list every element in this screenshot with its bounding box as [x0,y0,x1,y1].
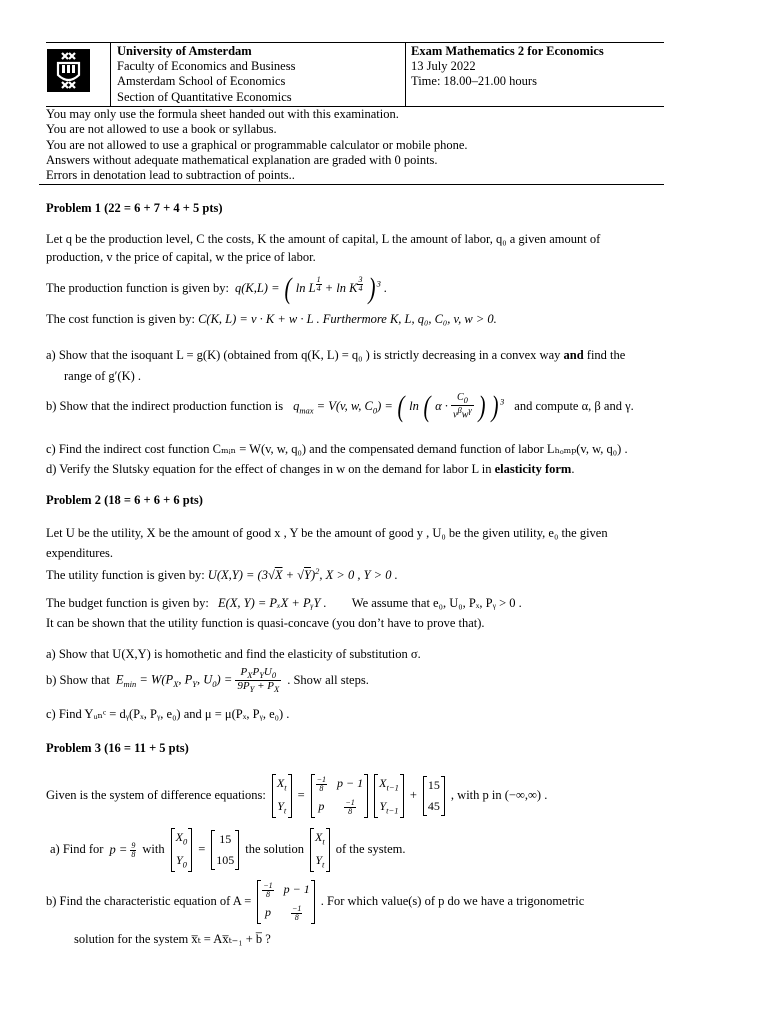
problem-2b-tail: . Show all steps. [287,672,369,687]
problem-1a [46,348,625,364]
budget-function-lead: The budget function is given by: [46,596,209,610]
rule-line: Errors in denotation lead to subtraction of points.. [46,168,295,182]
problem-3-title: Problem 3 (16 = 11 + 5 pts) [46,741,189,755]
problem-3a-text: a) Find for [50,842,104,857]
production-function-lead: The production function is given by: [46,281,229,296]
budget-function-formula: E(X, Y) = PₓX + PᵧY . [217,596,327,610]
indirect-production-formula: $q_{max} = V(v$, w, $C_0$) = ( ln ( α · $\frac{C_0}{v^\beta w^\gamma}$ ) ) $^3$ [293,390,505,423]
constant-vector-matrix: 15 45 [423,776,445,816]
problem-1c: c) Find the indirect cost function Cₘᵢₙ = W(v, w, q₀) and the compensated demand function of labor Lₕₒₘₚ(v, w, q₀) . [46,442,628,456]
utility-function-conditions: , X > 0 , Y > 0 . [319,568,398,583]
p-value: p = $\frac{9}{8}$ [109,840,136,859]
problem-3b [46,880,584,924]
matrix-a: $\frac{-1}{8}$ p − 1 p $\frac{-1}{8}$ [257,880,315,924]
production-function [46,274,387,304]
difference-system-tail: , with p in (−∞,∞) . [450,788,548,803]
expenditure-function-formula: $E_{min} = W(P_X$, $P_Y$, $U_0$) = $\frac{P_XP_YU_0}{9P_Y + P_X}$ [115,666,280,695]
problem-2-quasi-concave: It can be shown that the utility function is quasi-concave (you don’t have to prove that). [46,616,485,630]
problem-3a-tail: of the system. [335,842,406,857]
problem-3b-text: b) Find the characteristic equation of A = [46,894,252,909]
initial-state-matrix: $X_0$ $Y_0$ [171,828,193,872]
cost-function-lead: The cost function is given by: [46,312,195,326]
rule-line: You are not allowed to use a graphical or programmable calculator or mobile phone. [46,138,468,152]
problem-1-title: Problem 1 (22 = 6 + 7 + 4 + 5 pts) [46,201,223,215]
utility-function-lead: The utility function is given by: [46,568,205,583]
exam-date: 13 July 2022 [411,59,476,73]
cost-function-formula: C(K, L) = v · K + w · L . [198,312,320,326]
exam-time: Time: 18.00–21.00 hours [411,74,537,88]
lagged-vector-matrix: $X_{t-1}$ $Y_{t-1}$ [374,774,404,818]
difference-system: Given is the system of difference equations: $X_t$ $Y_t$ = $\frac{-1}{8}$ p − 1 p $\frac{-1}{8}$ $X_{t-1}$ $Y_{t-1}$ + 15 45 , with p in (−∞,∞) . [46,774,547,818]
problem-1d [46,462,574,478]
uva-crest-icon [47,49,90,92]
problem-2-intro-cont: expenditures. [46,546,113,560]
school-name: Amsterdam School of Economics [117,74,286,88]
problem-3a: a) Find for p = $\frac{9}{8}$ with $X_0$ $Y_0$ = 15 105 the solution $X_t$ $Y_t$ of the system. [50,828,406,872]
problem-1b-text: b) Show that the indirect production function is [46,399,284,414]
problem-1b-tail: and compute α, β and γ. [514,399,634,414]
problem-2b [46,667,369,694]
problem-1a-text-end: find the [583,348,626,362]
problem-3b-tail: . For which value(s) of p do we have a trigonometric [320,894,585,909]
initial-values-matrix: 15 105 [211,830,239,870]
problem-1b [46,392,634,422]
utility-function-formula: $U(X,Y) = (3√X + √Y)^2$ [207,566,320,583]
exam-title: Exam Mathematics 2 for Economics [411,44,604,58]
problem-1-intro-cont: production, v the price of capital, w the price of labor. [46,250,316,264]
cost-function [46,312,497,328]
problem-2-title: Problem 2 (18 = 6 + 6 + 6 pts) [46,493,203,507]
rule-line: You are not allowed to use a book or syllabus. [46,122,277,136]
problem-2-intro: Let U be the utility, X be the amount of good x , Y be the amount of good y , U₀ be the given utility, e₀ the given [46,526,608,540]
problem-2a: a) Show that U(X,Y) is homothetic and find the elasticity of substitution σ. [46,647,421,661]
problem-3a-mid: the solution [245,842,304,857]
problem-1a-cont: range of g′(K) . [64,369,142,383]
problem-3b-cont: solution for the system x̅ₜ = Ax̅ₜ₋₁ + b̅ ? [74,932,271,946]
cost-function-conditions: Furthermore K, L, q₀, C₀, v, w > 0. [322,312,497,326]
rule-line: You may only use the formula sheet handed out with this examination. [46,107,399,121]
budget-function [46,596,522,612]
problem-1-intro: Let q be the production level, C the costs, K the amount of capital, L the amount of labor, q₀ a given amount of [46,232,601,246]
problem-1d-end: . [571,462,575,476]
production-function-formula: q(K,L) = ( ln L $^{\frac{1}{4}}$ + ln K $^{\frac{3}{4}}$ ) $^3$ . [234,272,388,305]
problem-1d-text: d) Verify the Slutsky equation for the effect of changes in w on the demand for labor L in [46,462,495,476]
problem-2b-text: b) Show that [46,672,110,687]
state-vector-matrix: $X_t$ $Y_t$ [272,774,292,818]
university-name: University of Amsterdam [117,44,252,58]
problem-1d-bold: elasticity form [494,462,572,476]
rule-line: Answers without adequate mathematical explanation are graded with 0 points. [46,153,438,167]
difference-system-lead: Given is the system of difference equations: [46,788,266,803]
coefficient-matrix: $\frac{-1}{8}$ p − 1 p $\frac{-1}{8}$ [311,774,369,818]
faculty-name: Faculty of Economics and Business [117,59,296,73]
utility-function [46,566,398,584]
problem-1a-text: a) Show that the isoquant L = g(K) (obtained from q(K, L) = q₀ ) is strictly decreasing in a convex way [46,348,564,362]
solution-vector-matrix: $X_t$ $Y_t$ [310,828,330,872]
section-name: Section of Quantitative Economics [117,90,292,104]
problem-1a-bold: and [563,348,584,362]
budget-function-assumption: We assume that e₀, U₀, Pₓ, Pᵧ > 0 . [351,596,522,610]
university-logo [47,49,90,92]
problem-2c: c) Find Yᵤₙᶜ = dᵧ(Pₓ, Pᵧ, e₀) and μ = μ(Pₓ, Pᵧ, e₀) . [46,707,290,721]
